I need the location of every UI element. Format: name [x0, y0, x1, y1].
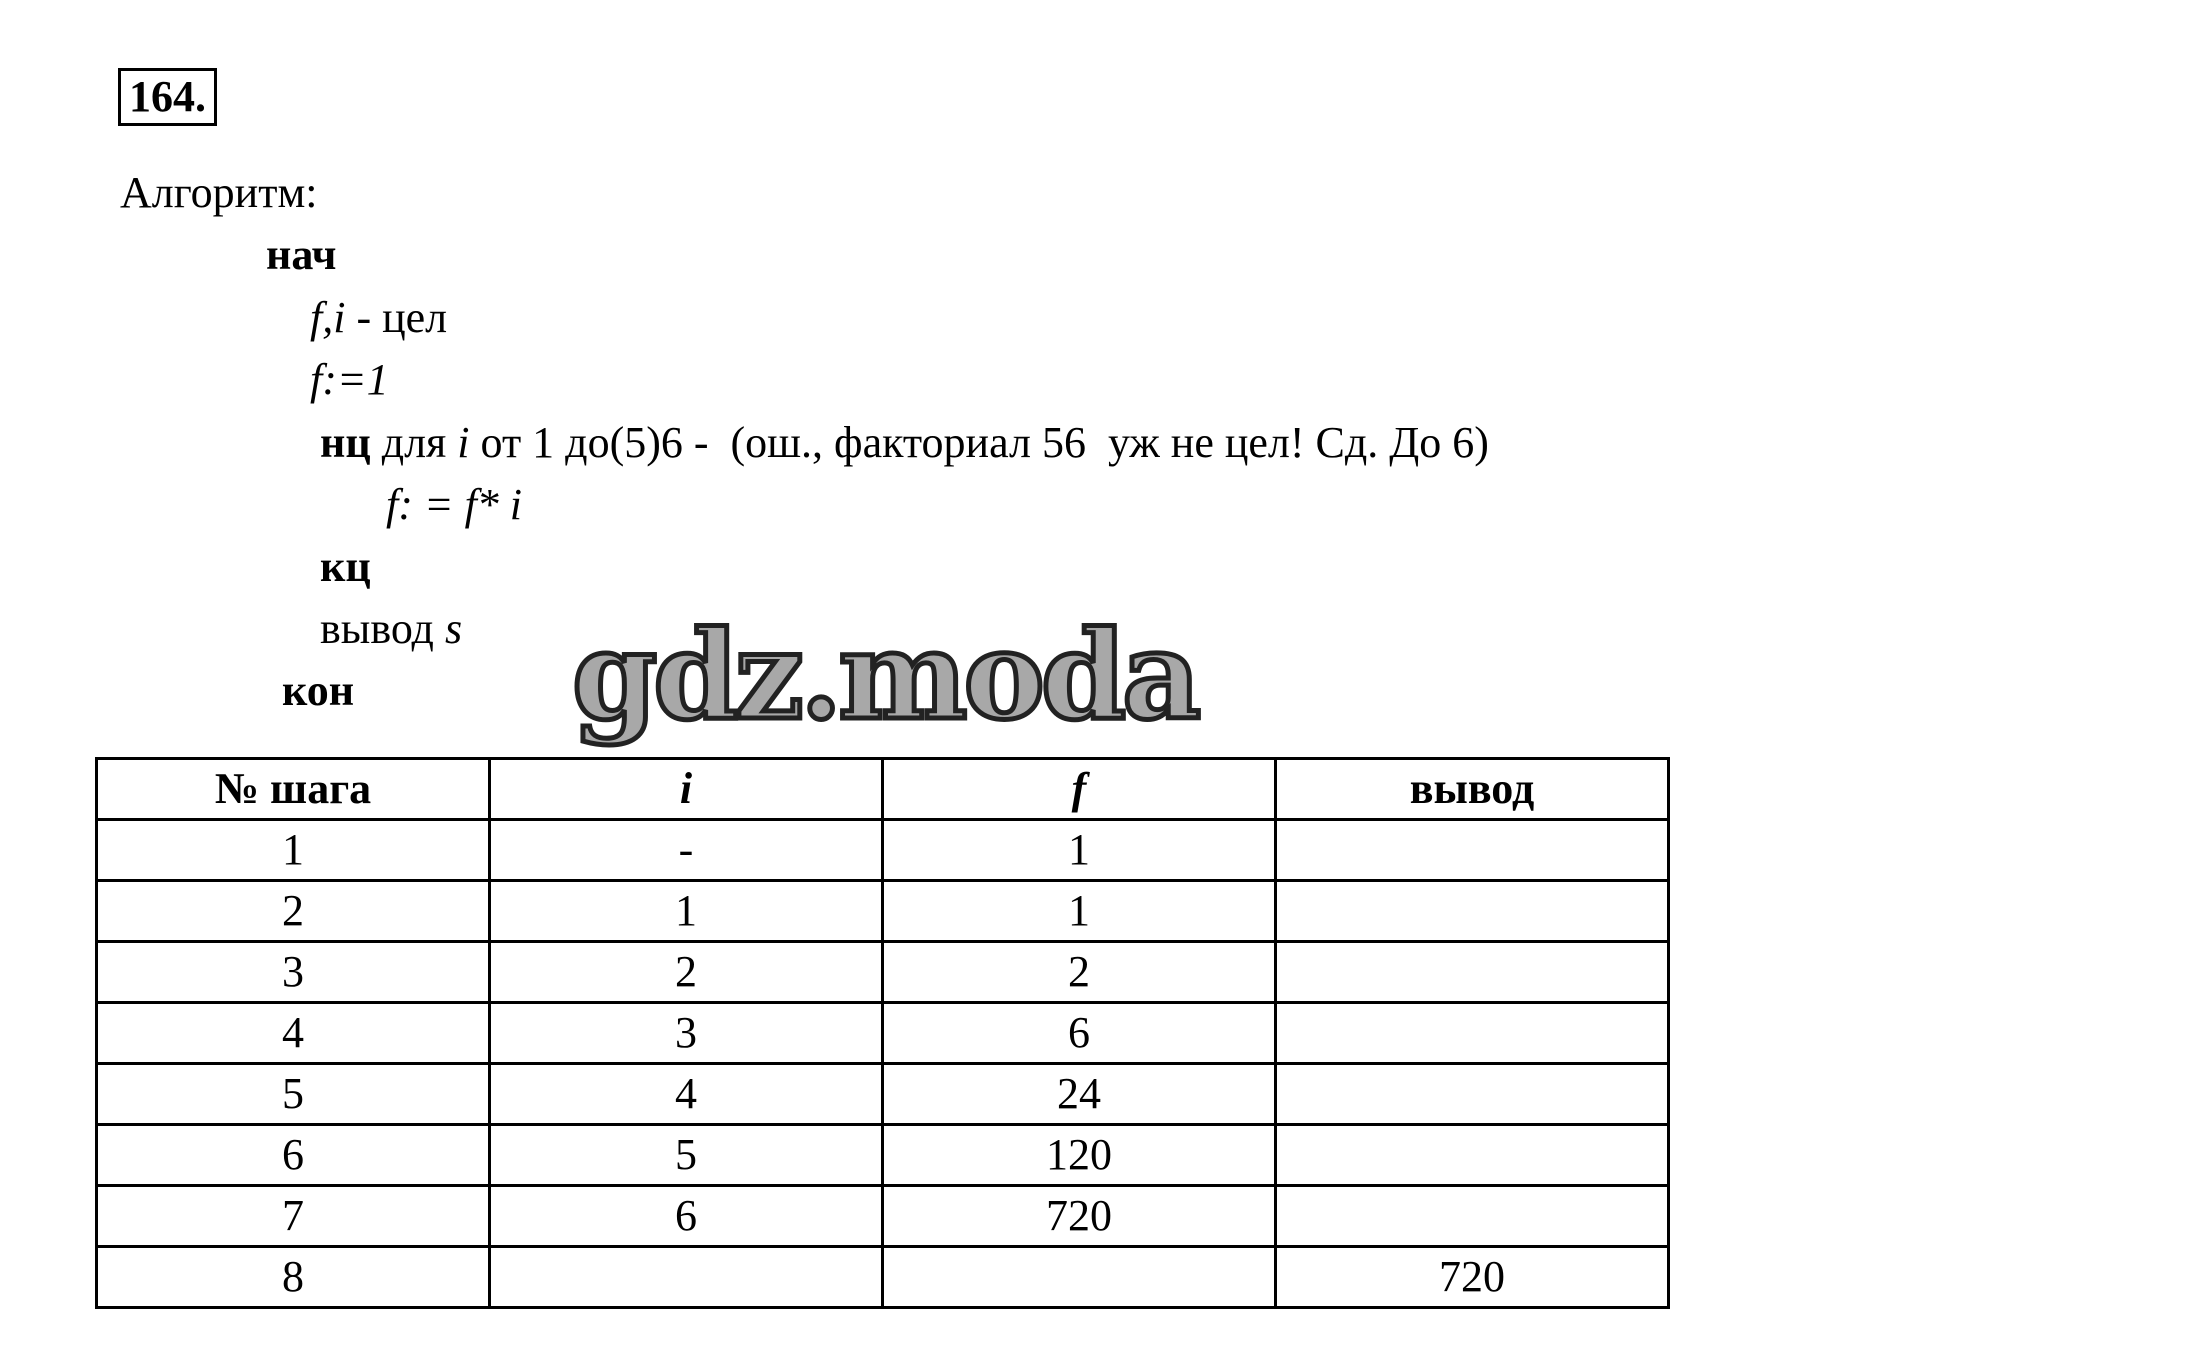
loop-body-statement: f: = f* i [386, 480, 523, 529]
table-row [97, 1125, 1669, 1186]
header-step: № шага [97, 759, 490, 820]
cell-i: - [490, 820, 883, 881]
declaration-line [310, 293, 447, 343]
keyword-begin: нач [266, 230, 337, 279]
table-row [97, 820, 1669, 881]
keyword-loop: нц [320, 418, 371, 467]
loop-range: от 1 до(5)6 - (ош., факториал 56 уж не цел! Сд. До 6) [469, 418, 1489, 467]
cell-step: 4 [97, 1003, 490, 1064]
cell-f: 2 [883, 942, 1276, 1003]
cell-f: 6 [883, 1003, 1276, 1064]
watermark-logo: gdz.moda [572, 603, 1198, 747]
table-row [97, 1064, 1669, 1125]
cell-step: 8 [97, 1247, 490, 1308]
cell-i: 1 [490, 881, 883, 942]
cell-step: 1 [97, 820, 490, 881]
header-output: вывод [1276, 759, 1669, 820]
cell-i: 6 [490, 1186, 883, 1247]
cell-f: 1 [883, 881, 1276, 942]
table-header-row [97, 759, 1669, 820]
cell-step: 7 [97, 1186, 490, 1247]
cell-f: 720 [883, 1186, 1276, 1247]
loop-variable: i [457, 418, 470, 467]
cell-output [1276, 942, 1669, 1003]
trace-table [95, 757, 1670, 1309]
cell-i: 4 [490, 1064, 883, 1125]
output-label: вывод [320, 604, 445, 653]
cell-step: 2 [97, 881, 490, 942]
cell-f: 120 [883, 1125, 1276, 1186]
output-line [320, 604, 462, 654]
cell-output [1276, 881, 1669, 942]
cell-step: 5 [97, 1064, 490, 1125]
header-i: i [490, 759, 883, 820]
loop-for: для [370, 418, 458, 467]
table-row [97, 881, 1669, 942]
output-variable: s [444, 604, 463, 653]
cell-f: 1 [883, 820, 1276, 881]
problem-number: 164. [118, 68, 217, 126]
cell-step: 3 [97, 942, 490, 1003]
init-statement: f:=1 [310, 355, 389, 404]
cell-f [883, 1247, 1276, 1308]
loop-header-line [320, 418, 1489, 468]
cell-i: 5 [490, 1125, 883, 1186]
declaration-type: - цел [345, 293, 448, 342]
cell-i: 3 [490, 1003, 883, 1064]
table-row [97, 1003, 1669, 1064]
cell-step: 6 [97, 1125, 490, 1186]
cell-f: 24 [883, 1064, 1276, 1125]
header-f: f [883, 759, 1276, 820]
cell-output [1276, 1064, 1669, 1125]
cell-i [490, 1247, 883, 1308]
keyword-loop-end: кц [320, 542, 371, 591]
cell-output: 720 [1276, 1247, 1669, 1308]
keyword-end: кон [282, 666, 355, 715]
algorithm-heading: Алгоритм: [120, 168, 318, 217]
cell-output [1276, 820, 1669, 881]
cell-i: 2 [490, 942, 883, 1003]
table-row [97, 1247, 1669, 1308]
table-row [97, 942, 1669, 1003]
table-row [97, 1186, 1669, 1247]
cell-output [1276, 1125, 1669, 1186]
declaration-vars: f,i [310, 293, 346, 342]
cell-output [1276, 1003, 1669, 1064]
cell-output [1276, 1186, 1669, 1247]
